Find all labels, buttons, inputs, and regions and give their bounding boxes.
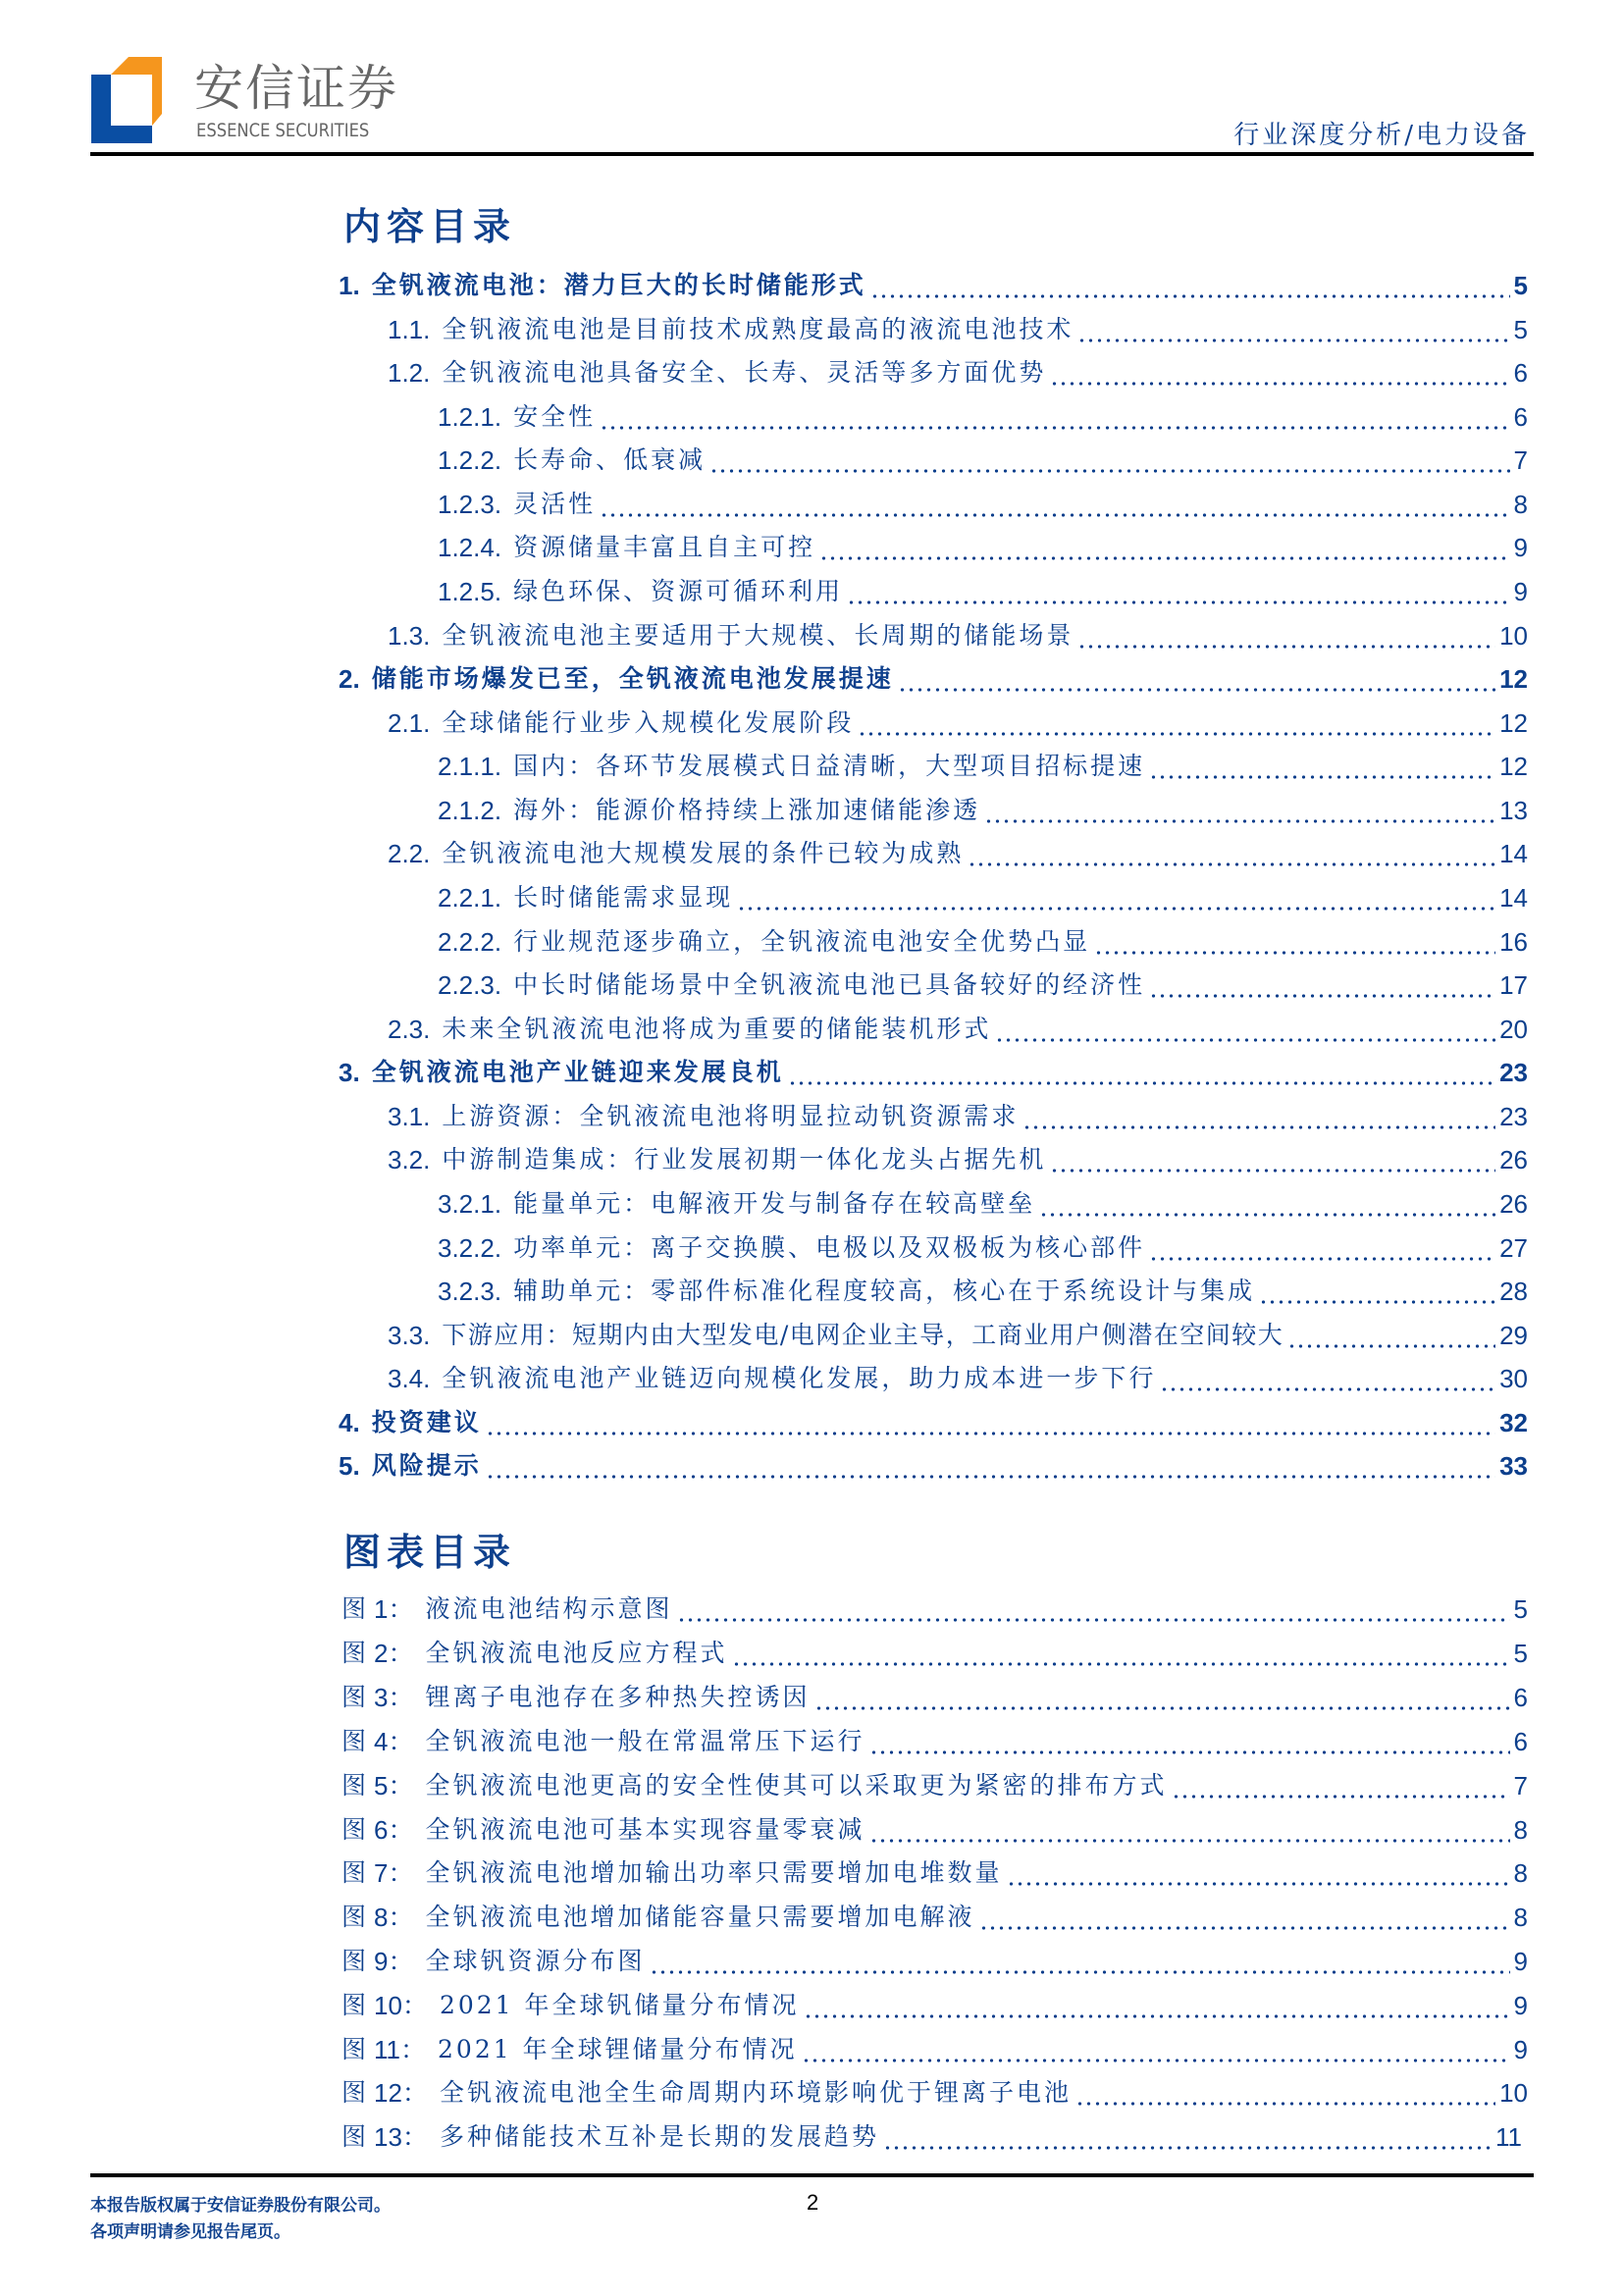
dot-leader: [788, 1053, 1495, 1092]
toc-entry-number: 3.1.: [388, 1102, 431, 1131]
figure-page: 5: [1513, 1639, 1528, 1668]
toc-entry-number: 3.: [339, 1058, 360, 1087]
toc-entry[interactable]: [438, 965, 1528, 1005]
toc-entry-page: 27: [1499, 1233, 1528, 1263]
figure-page: 9: [1513, 2035, 1528, 2064]
toc-entry-page: 26: [1499, 1189, 1528, 1219]
toc-entry-title: 全球储能行业步入规模化发展阶段: [442, 708, 855, 737]
figure-number: 13：: [374, 2122, 428, 2152]
figure-number: 7：: [374, 1858, 414, 1888]
dot-leader: [819, 528, 1509, 567]
toc-entry-title: 全钒液流电池大规模发展的条件已较为成熟: [442, 839, 965, 867]
toc-entry-page: 23: [1499, 1058, 1528, 1087]
logo-english-name: ESSENCE SECURITIES: [196, 120, 370, 141]
figure-entry[interactable]: [341, 2030, 1528, 2069]
toc-entry-title: 功率单元：离子交换膜、电极以及双极板为核心部件: [513, 1233, 1146, 1262]
toc-entry-page: 23: [1499, 1102, 1528, 1131]
toc-entry[interactable]: [438, 747, 1528, 786]
figure-entry[interactable]: [341, 1810, 1528, 1850]
toc-entry-number: 1.2.1.: [438, 402, 502, 432]
toc-entry[interactable]: [438, 922, 1528, 962]
toc-entry[interactable]: [388, 834, 1528, 873]
toc-entry[interactable]: [438, 397, 1528, 437]
dot-leader: [1287, 1316, 1495, 1355]
figure-prefix: 图: [341, 1727, 367, 1755]
figure-entry[interactable]: [341, 1853, 1528, 1893]
toc-entry-number: 1.2.4.: [438, 533, 502, 562]
dot-leader: [968, 834, 1495, 873]
toc-entry[interactable]: [388, 1316, 1528, 1355]
toc-entry[interactable]: [438, 528, 1528, 567]
dot-leader: [709, 441, 1509, 480]
figure-entry[interactable]: [341, 1898, 1528, 1937]
toc-entry-page: 12: [1499, 708, 1528, 738]
toc-entry-number: 1.: [339, 271, 360, 300]
toc-entry-page: 5: [1513, 271, 1528, 300]
dot-leader: [1172, 1766, 1510, 1805]
toc-entry-page: 20: [1499, 1015, 1528, 1044]
figure-number: 10：: [374, 1991, 428, 2020]
figure-prefix: 图: [341, 1683, 367, 1711]
figure-entry[interactable]: [341, 1634, 1528, 1673]
toc-entry-title: 国内：各环节发展模式日益清晰，大型项目招标提速: [513, 752, 1146, 780]
figure-entry[interactable]: [341, 1722, 1528, 1761]
figure-entry[interactable]: [341, 1766, 1528, 1805]
toc-entry-number: 2.: [339, 664, 360, 694]
figure-prefix: 图: [341, 1858, 367, 1887]
dot-leader: [1077, 310, 1509, 349]
figure-number: 4：: [374, 1727, 414, 1756]
toc-entry[interactable]: [438, 1184, 1528, 1224]
dot-leader: [600, 397, 1509, 437]
toc-entry-title: 全钒液流电池产业链迈向规模化发展，助力成本进一步下行: [442, 1364, 1157, 1392]
footer-divider: [90, 2173, 1534, 2177]
figure-page: 8: [1513, 1903, 1528, 1932]
figure-page: 6: [1513, 1727, 1528, 1756]
toc-entry[interactable]: [339, 659, 1528, 699]
dot-leader: [677, 1590, 1510, 1629]
toc-entry-number: 1.3.: [388, 621, 431, 651]
toc-entry-title: 长寿命、低衰减: [513, 445, 707, 474]
dot-leader: [814, 1678, 1510, 1717]
toc-entry-number: 3.2.1.: [438, 1189, 502, 1219]
figure-title: 全钒液流电池一般在常温常压下运行: [425, 1727, 865, 1755]
figure-title: 全钒液流电池增加储能容量只需要增加电解液: [425, 1903, 975, 1931]
figure-prefix: 图: [341, 1639, 367, 1667]
toc-entry-page: 14: [1499, 883, 1528, 913]
toc-entry-title: 中游制造集成：行业发展初期一体化龙头占据先机: [442, 1145, 1047, 1174]
dot-leader: [1039, 1184, 1495, 1224]
toc-entry-number: 3.4.: [388, 1364, 431, 1393]
toc-entry-number: 2.1.1.: [438, 752, 502, 781]
dot-leader: [858, 704, 1495, 743]
toc-entry-title: 绿色环保、资源可循环利用: [513, 577, 844, 605]
dot-leader: [1007, 1853, 1510, 1893]
header-divider: [90, 152, 1534, 156]
figure-prefix: 图: [341, 2078, 367, 2107]
figure-page: 9: [1513, 1991, 1528, 2020]
dot-leader: [1077, 616, 1495, 655]
figure-page: 8: [1513, 1815, 1528, 1845]
toc-entry-title: 储能市场爆发已至，全钒液流电池发展提速: [371, 664, 894, 693]
toc-entry-page: 29: [1499, 1321, 1528, 1350]
toc-entry-number: 1.2.: [388, 358, 431, 388]
figure-number: 2：: [374, 1639, 414, 1668]
toc-entry-page: 14: [1499, 839, 1528, 868]
figure-title: 全钒液流电池可基本实现容量零衰减: [425, 1815, 865, 1844]
toc-entry-title: 长时储能需求显现: [513, 883, 734, 912]
toc-entry-title: 风险提示: [371, 1451, 482, 1480]
figure-title: 全钒液流电池反应方程式: [425, 1639, 728, 1667]
toc-entry-number: 2.2.2.: [438, 927, 502, 957]
dot-leader: [1094, 922, 1495, 962]
toc-entry-page: 5: [1513, 315, 1528, 344]
toc-entry[interactable]: [388, 1010, 1528, 1049]
dot-leader: [1259, 1272, 1495, 1311]
toc-entry[interactable]: [388, 1097, 1528, 1136]
toc-entry-title: 能量单元：电解液开发与制备存在较高壁垒: [513, 1189, 1036, 1218]
toc-entry-number: 3.3.: [388, 1321, 431, 1350]
figure-number: 1：: [374, 1594, 414, 1624]
toc-entry[interactable]: [388, 616, 1528, 655]
toc-entry-page: 26: [1499, 1145, 1528, 1174]
toc-entry[interactable]: [438, 1228, 1528, 1268]
figure-prefix: 图: [341, 1815, 367, 1844]
dot-leader: [1149, 747, 1495, 786]
figure-number: 12：: [374, 2078, 428, 2108]
toc-entry[interactable]: [438, 441, 1528, 480]
toc-entry-title: 全钒液流电池具备安全、长寿、灵活等多方面优势: [442, 358, 1047, 387]
toc-entry-page: 28: [1499, 1277, 1528, 1306]
essence-logo-icon: [91, 57, 162, 143]
figure-page: 5: [1513, 1594, 1528, 1624]
toc-entry-page: 7: [1513, 445, 1528, 475]
figure-title: 全钒液流电池全生命周期内环境影响优于锂离子电池: [439, 2078, 1072, 2107]
toc-entry-number: 1.1.: [388, 315, 431, 344]
figure-title: 液流电池结构示意图: [425, 1594, 673, 1623]
figure-page: 6: [1513, 1683, 1528, 1712]
figure-number: 5：: [374, 1771, 414, 1800]
dot-leader: [650, 1942, 1510, 1981]
toc-entry-page: 13: [1499, 796, 1528, 825]
toc-entry-number: 3.2.: [388, 1145, 431, 1174]
toc-entry-page: 6: [1513, 358, 1528, 388]
dot-leader: [995, 1010, 1495, 1049]
figure-prefix: 图: [341, 1991, 367, 2019]
toc-entry[interactable]: [339, 266, 1528, 305]
toc-entry-page: 32: [1499, 1408, 1528, 1437]
toc-entry-page: 17: [1499, 970, 1528, 1000]
toc-entry-title: 全钒液流电池主要适用于大规模、长周期的储能场景: [442, 621, 1074, 650]
dot-leader: [802, 2030, 1510, 2069]
toc-entry-number: 2.2.3.: [438, 970, 502, 1000]
figure-prefix: 图: [341, 1771, 367, 1800]
toc-entry-number: 1.2.2.: [438, 445, 502, 475]
toc-entry-title: 安全性: [513, 402, 597, 431]
toc-entry-number: 1.2.5.: [438, 577, 502, 606]
figure-page: 7: [1513, 1771, 1528, 1800]
figure-page: 10: [1499, 2078, 1528, 2108]
toc-entry[interactable]: [388, 353, 1528, 392]
dot-leader: [1050, 353, 1509, 392]
toc-entry-title: 下游应用：短期内由大型发电/电网企业主导，工商业用户侧潜在空间较大: [442, 1321, 1284, 1349]
toc-entry-number: 2.1.2.: [438, 796, 502, 825]
toc-entry-page: 8: [1513, 490, 1528, 519]
toc-entry[interactable]: [438, 878, 1528, 917]
toc-entry-page: 9: [1513, 577, 1528, 606]
dot-leader: [1075, 2073, 1495, 2113]
figures-title: 图表目录: [343, 1530, 517, 1574]
dot-leader: [869, 1722, 1510, 1761]
figure-entry[interactable]: [341, 1942, 1528, 1981]
toc-entry-page: 10: [1499, 621, 1528, 651]
dot-leader: [732, 1634, 1510, 1673]
toc-entry[interactable]: [339, 1053, 1528, 1092]
figure-entry[interactable]: [341, 1678, 1528, 1717]
dot-leader: [486, 1403, 1495, 1442]
page-number: 2: [807, 2190, 819, 2215]
figure-title: 多种储能技术互补是长期的发展趋势: [439, 2122, 879, 2151]
toc-entry-number: 2.2.1.: [438, 883, 502, 913]
toc-entry-page: 6: [1513, 402, 1528, 432]
toc-entry-title: 投资建议: [371, 1408, 482, 1436]
toc-entry-number: 2.1.: [388, 708, 431, 738]
figure-page: 8: [1513, 1858, 1528, 1888]
dot-leader: [1149, 965, 1495, 1005]
toc-entry-page: 16: [1499, 927, 1528, 957]
dot-leader: [898, 659, 1495, 699]
dot-leader: [883, 2117, 1492, 2157]
toc-entry[interactable]: [339, 1446, 1528, 1486]
dot-leader: [1022, 1097, 1495, 1136]
toc-entry[interactable]: [339, 1403, 1528, 1442]
toc-entry[interactable]: [388, 1140, 1528, 1179]
figure-number: 9：: [374, 1947, 414, 1976]
copyright-notice: 本报告版权属于安信证券股份有限公司。: [90, 2196, 391, 2216]
dot-leader: [486, 1446, 1495, 1486]
dot-leader: [737, 878, 1495, 917]
dot-leader: [804, 1986, 1510, 2025]
contents-title: 内容目录: [343, 204, 517, 248]
figure-number: 11：: [374, 2035, 427, 2064]
figure-title: 全钒液流电池更高的安全性使其可以采取更为紧密的排布方式: [425, 1771, 1168, 1800]
figure-title: 全钒液流电池增加输出功率只需要增加电堆数量: [425, 1858, 1003, 1887]
toc-entry-page: 12: [1499, 752, 1528, 781]
toc-entry-number: 4.: [339, 1408, 360, 1437]
toc-entry-page: 9: [1513, 533, 1528, 562]
figure-entry[interactable]: [341, 2117, 1522, 2157]
toc-entry-number: 2.2.: [388, 839, 431, 868]
toc-entry-title: 全钒液流电池：潜力巨大的长时储能形式: [371, 271, 866, 299]
figure-number: 6：: [374, 1815, 414, 1845]
toc-entry-number: 5.: [339, 1451, 360, 1481]
logo-chinese-name: 安信证券: [194, 60, 398, 117]
toc-entry-title: 未来全钒液流电池将成为重要的储能装机形式: [442, 1015, 992, 1043]
toc-entry[interactable]: [438, 791, 1528, 830]
toc-entry[interactable]: [388, 310, 1528, 349]
toc-entry-title: 全钒液流电池是目前技术成熟度最高的液流电池技术: [442, 315, 1074, 343]
figure-number: 3：: [374, 1683, 414, 1712]
dot-leader: [1149, 1228, 1495, 1268]
figure-title: 2021 年全球钒储量分布情况: [439, 1991, 800, 2019]
dot-leader: [869, 1810, 1510, 1850]
toc-entry-title: 资源储量丰富且自主可控: [513, 533, 816, 561]
toc-entry[interactable]: [388, 704, 1528, 743]
disclaimer-notice: 各项声明请参见报告尾页。: [90, 2222, 290, 2242]
toc-entry[interactable]: [388, 1359, 1528, 1398]
toc-entry-title: 行业规范逐步确立，全钒液流电池安全优势凸显: [513, 927, 1091, 956]
figure-page: 9: [1513, 1947, 1528, 1976]
toc-entry[interactable]: [438, 572, 1528, 611]
figure-entry[interactable]: [341, 1590, 1528, 1629]
dot-leader: [1050, 1140, 1495, 1179]
toc-entry-number: 2.3.: [388, 1015, 431, 1044]
toc-entry-number: 3.2.2.: [438, 1233, 502, 1263]
figure-entry[interactable]: [341, 1986, 1528, 2025]
figure-title: 全球钒资源分布图: [425, 1947, 646, 1975]
dot-leader: [979, 1898, 1510, 1937]
figure-entry[interactable]: [341, 2073, 1528, 2113]
figure-prefix: 图: [341, 2035, 367, 2063]
toc-entry-page: 12: [1499, 664, 1528, 694]
dot-leader: [600, 485, 1509, 524]
figure-number: 8：: [374, 1903, 414, 1932]
figure-title: 锂离子电池存在多种热失控诱因: [425, 1683, 811, 1711]
toc-entry[interactable]: [438, 1272, 1528, 1311]
toc-entry-page: 33: [1499, 1451, 1528, 1481]
dot-leader: [847, 572, 1509, 611]
figure-prefix: 图: [341, 1947, 367, 1975]
toc-entry-title: 上游资源：全钒液流电池将明显拉动钒资源需求: [442, 1102, 1020, 1130]
dot-leader: [1160, 1359, 1495, 1398]
toc-entry-number: 1.2.3.: [438, 490, 502, 519]
toc-entry-title: 辅助单元：零部件标准化程度较高，核心在于系统设计与集成: [513, 1277, 1256, 1305]
toc-entry-number: 3.2.3.: [438, 1277, 502, 1306]
toc-entry-page: 30: [1499, 1364, 1528, 1393]
figure-page: 11: [1495, 2122, 1522, 2152]
report-category: 行业深度分析/电力设备: [1233, 121, 1530, 150]
toc-entry[interactable]: [438, 485, 1528, 524]
figure-prefix: 图: [341, 2122, 367, 2151]
figure-prefix: 图: [341, 1594, 367, 1623]
toc-entry-title: 全钒液流电池产业链迎来发展良机: [371, 1058, 784, 1086]
toc-entry-title: 中长时储能场景中全钒液流电池已具备较好的经济性: [513, 970, 1146, 999]
toc-entry-title: 灵活性: [513, 490, 597, 518]
dot-leader: [984, 791, 1495, 830]
figure-title: 2021 年全球锂储量分布情况: [438, 2035, 798, 2063]
dot-leader: [870, 266, 1510, 305]
toc-entry-title: 海外：能源价格持续上涨加速储能渗透: [513, 796, 981, 824]
figure-prefix: 图: [341, 1903, 367, 1931]
